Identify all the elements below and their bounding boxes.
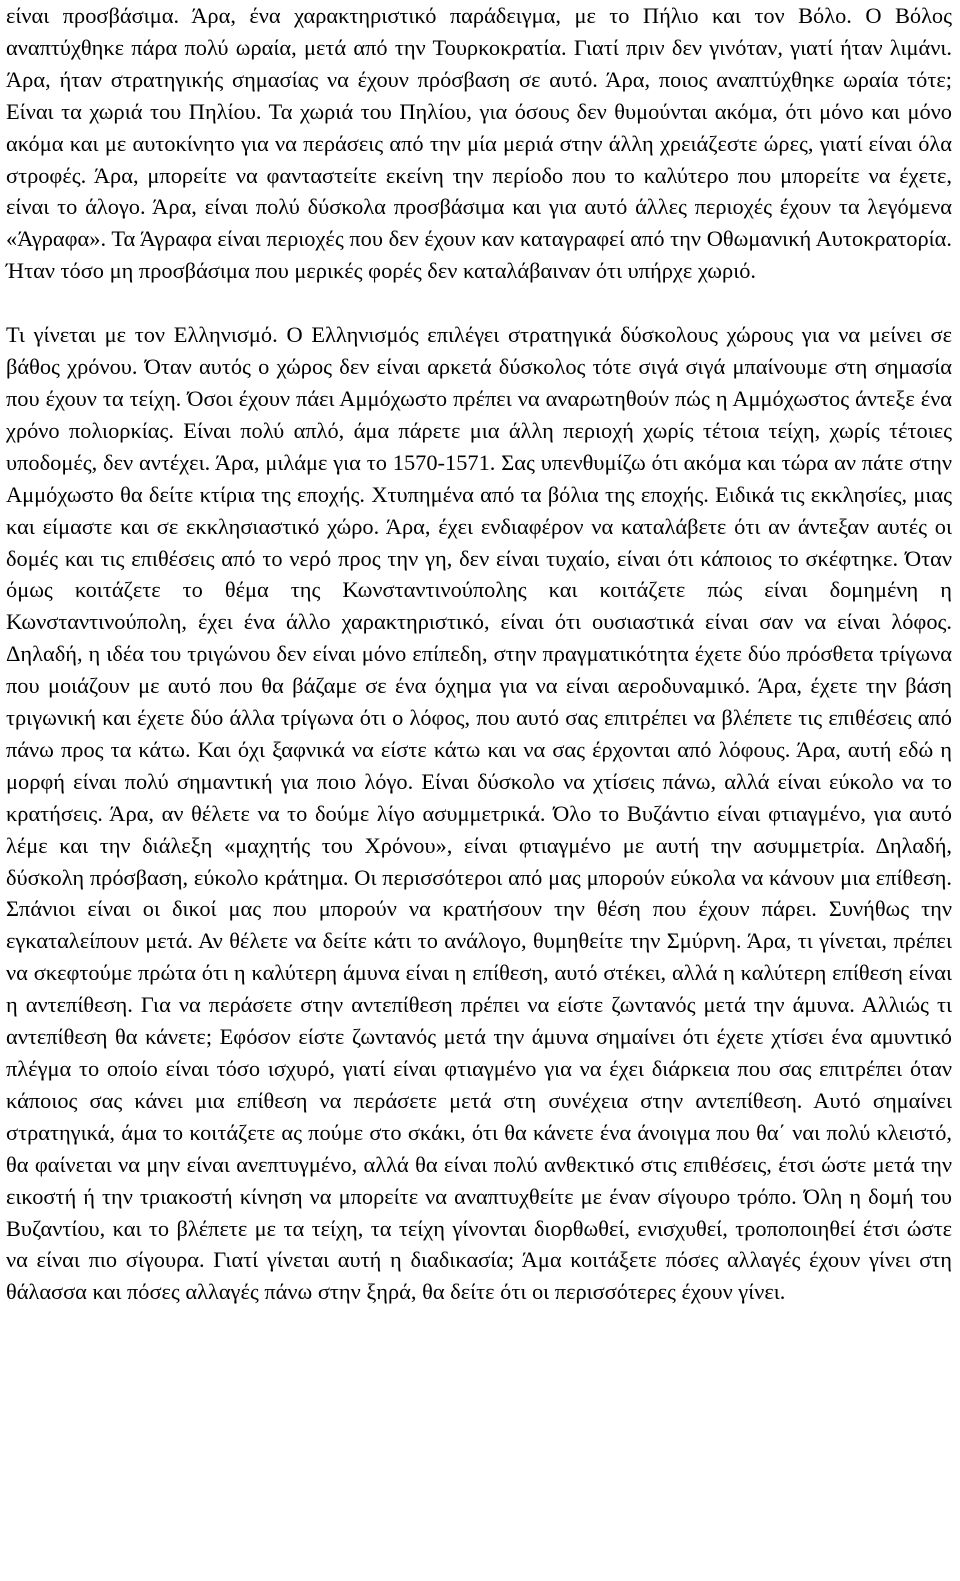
paragraph-spacer [6,287,952,319]
paragraph-1: είναι προσβάσιμα. Άρα, ένα χαρακτηριστικό παράδειγμα, με το Πήλιο και τον Βόλο. Ο Βόλος αναπτύχθηκε πάρα πολύ ωραία, μετά από την Τουρκοκρατία. Γιατί πριν δεν γινόταν, γιατί ήταν λιμάνι. Άρα, ήταν στρατηγικής σημασίας να έχουν πρόσβαση σε αυτό. Άρα, ποιος αναπτύχθηκε ωραία τότε; Είναι τα χωριά του Πηλίου. Τα χωριά του Πηλίου, για όσους δεν θυμούνται ακόμα, ότι μόνο και μόνο ακόμα και με αυτοκίνητο για να περάσεις από την μία μεριά στην άλλη χρειάζεστε ώρες, γιατί είναι όλα στροφές. Άρα, μπορείτε να φανταστείτε εκείνη την περίοδο που το καλύτερο που μπορείτε να έχετε, είναι το άλογο. Άρα, είναι πολύ δύσκολα προσβάσιμα και για αυτό άλλες περιοχές έχουν τα λεγόμενα «Άγραφα». Τα Άγραφα είναι περιοχές που δεν έχουν καν καταγραφεί από την Οθωμανική Αυτοκρατορία. Ήταν τόσο μη προσβάσιμα που μερικές φορές δεν καταλάβαιναν ότι υπήρχε χωριό. [6,3,952,284]
paragraph-2: Τι γίνεται με τον Ελληνισμό. Ο Ελληνισμός επιλέγει στρατηγικά δύσκολους χώρους για να μείνει σε βάθος χρόνου. Όταν αυτός ο χώρος δεν είναι αρκετά δύσκολος τότε σιγά σιγά μπαίνουμε στη σημασία που έχουν τα τείχη. Όσοι έχουν πάει Αμμόχωστο πρέπει να αναρωτηθούν πώς η Αμμόχωστος άντεξε ένα χρόνο πολιορκίας. Είναι πολύ απλό, άμα πάρετε μια άλλη περιοχή χωρίς τέτοια τείχη, χωρίς τέτοιες υποδομές, δεν αντέχει. Άρα, μιλάμε για το 1570-1571. Σας υπενθυμίζω ότι ακόμα και τώρα αν πάτε στην Αμμόχωστο θα δείτε κτίρια της εποχής. Χτυπημένα από τα βόλια της εποχής. Ειδικά τις εκκλησίες, μιας και είμαστε και σε εκκλησιαστικό χώρο. Άρα, έχει ενδιαφέρον να καταλάβετε ότι αν άντεξαν αυτές οι δομές και τις επιθέσεις από το νερό προς την γη, δεν είναι τυχαίο, είναι ότι κάποιος το σκέφτηκε. Όταν όμως κοιτάζετε το θέμα της Κωνσταντινούπολης και κοιτάζετε πώς είναι δομημένη η Κωνσταντινούπολη, έχει ένα άλλο χαρακτηριστικό, είναι ότι ουσιαστικά είναι σαν να είναι λόφος. Δηλαδή, η ιδέα του τριγώνου δεν είναι μόνο επίπεδη, στην πραγματικότητα έχετε δύο πρόσθετα τρίγωνα που μοιάζουν με αυτό που θα βάζαμε σε ένα όχημα για να είναι αεροδυναμικό. Άρα, έχετε την βάση τριγωνική και έχετε δύο άλλα τρίγωνα ότι ο λόφος, που αυτό σας επιτρέπει να βλέπετε τις επιθέσεις από πάνω προς τα κάτω. Και όχι ξαφνικά να είστε κάτω και να σας έρχονται από λόφους. Άρα, αυτή εδώ η μορφή είναι πολύ σημαντική για ποιο λόγο. Είναι δύσκολο να χτίσεις πάνω, αλλά είναι εύκολο να το κρατήσεις. Άρα, αν θέλετε να το δούμε λίγο ασυμμετρικά. Όλο το Βυζάντιο είναι φτιαγμένο, για αυτό λέμε και την διάλεξη «μαχητής του Χρόνου», είναι φτιαγμένο με αυτή την ασυμμετρία. Δηλαδή, δύσκολη πρόσβαση, εύκολο κράτημα. Οι περισσότεροι από μας μπορούν εύκολα να κάνουν μια επίθεση. Σπάνιοι είναι οι δικοί μας που μπορούν να κρατήσουν την θέση που έχουν πάρει. Συνήθως την εγκαταλείπουν μετά. Αν θέλετε να δείτε κάτι το ανάλογο, θυμηθείτε την Σμύρνη. Άρα, τι γίνεται, πρέπει να σκεφτούμε πρώτα ότι η καλύτερη άμυνα είναι η επίθεση, αυτό στέκει, αλλά η καλύτερη επίθεση είναι η αντεπίθεση. Για να περάσετε στην αντεπίθεση πρέπει να είστε ζωντανός μετά την άμυνα. Αλλιώς τι αντεπίθεση θα κάνετε; Εφόσον είστε ζωντανός μετά την άμυνα σημαίνει ότι έχετε χτίσει ένα αμυντικό πλέγμα το οποίο είναι τόσο ισχυρό, γιατί είναι φτιαγμένο για να έχει διάρκεια που σας επιτρέπει όταν κάποιος σας κάνει μια επίθεση να περάσετε μετά στη συνέχεια στην αντεπίθεση. Αυτό σημαίνει στρατηγικά, άμα το κοιτάζετε ας πούμε στο σκάκι, ότι θα κάνετε ένα άνοιγμα που θα΄ ναι πολύ κλειστό, θα φαίνεται να μην είναι ανεπτυγμένο, αλλά θα είναι πολύ ανθεκτικό στις επιθέσεις, έτσι ώστε μετά την εικοστή ή την τριακοστή κίνηση να μπορείτε να αναπτυχθείτε με έναν σίγουρο τρόπο. Όλη η δομή του Βυζαντίου, και το βλέπετε με τα τείχη, τα τείχη γίνονται διορθωθεί, ενισχυθεί, τροποποιηθεί έτσι ώστε να είναι πιο σίγουρα. Γιατί γίνεται αυτή η διαδικασία; Άμα κοιτάξετε πόσες αλλαγές έχουν γίνει στη θάλασσα και πόσες αλλαγές πάνω στην ξηρά, θα δείτε ότι οι περισσότερες έχουν γίνει. [6,322,952,1305]
document-page [6,0,952,1308]
